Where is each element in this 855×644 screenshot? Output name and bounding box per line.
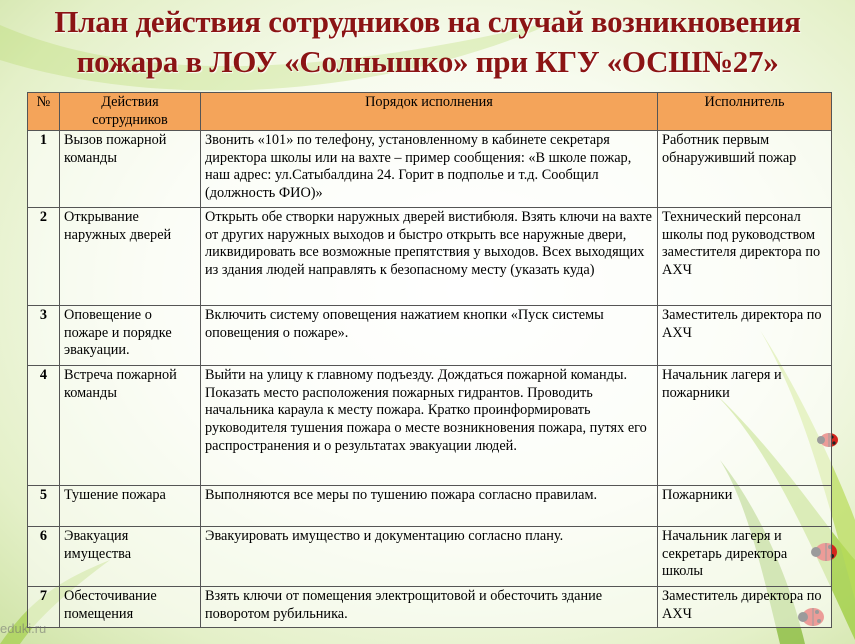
row-number: 6 [28, 527, 60, 587]
row-action: Эвакуация имущества [60, 527, 201, 587]
table-row [28, 486, 832, 527]
row-action: Тушение пожара [60, 486, 201, 527]
header-action: Действия сотрудников [60, 93, 201, 131]
row-executor: Заместитель директора по АХЧ [658, 587, 832, 628]
watermark: eduki.ru [0, 621, 47, 636]
table-header-row [28, 93, 832, 131]
row-number: 7 [28, 587, 60, 628]
row-executor: Начальник лагеря и пожарники [658, 366, 832, 486]
row-action: Встреча пожарной команды [60, 366, 201, 486]
title-line-2: пожара в ЛОУ «Солнышко» при КГУ «ОСШ№27» [76, 44, 779, 79]
row-executor: Работник первым обнаруживший пожар [658, 131, 832, 208]
row-procedure: Включить систему оповещения нажатием кнопки «Пуск системы оповещения о пожаре». [201, 306, 658, 366]
row-executor: Пожарники [658, 486, 832, 527]
row-number: 2 [28, 208, 60, 306]
row-procedure: Открыть обе створки наружных дверей вистибюля. Взять ключи на вахте от других наружных выходов и быстро открыть все наружные двери, ликвидировать все возможные препятствия у выходов. Всех выходящих из здания людей направлять к безопасному месту (указать куда) [201, 208, 658, 306]
row-procedure: Выйти на улицу к главному подъезду. Дождаться пожарной команды. Показать место расположения пожарных гидрантов. Проводить начальника караула к месту пожара. Кратко проинформировать руководителя тушения пожара о месте возникновения пожара, путях его распространения и о результатах эвакуации людей. [201, 366, 658, 486]
table-row [28, 208, 832, 306]
row-procedure: Звонить «101» по телефону, установленному в кабинете секретаря директора школы или на вахте – пример сообщения: «В школе пожар, наш адрес: ул.Сатыбалдина 24. Горит в подполье и т.д. Сообщил (должность ФИО)» [201, 131, 658, 208]
row-executor: Заместитель директора по АХЧ [658, 306, 832, 366]
row-number: 5 [28, 486, 60, 527]
table-row [28, 366, 832, 486]
page-title [10, 2, 845, 82]
header-number: № [28, 93, 60, 131]
fire-plan-table [27, 92, 832, 628]
row-number: 4 [28, 366, 60, 486]
table-row [28, 527, 832, 587]
row-number: 1 [28, 131, 60, 208]
table-row [28, 587, 832, 628]
row-number: 3 [28, 306, 60, 366]
header-procedure: Порядок исполнения [201, 93, 658, 131]
row-action: Вызов пожарной команды [60, 131, 201, 208]
row-action: Обесточивание помещения [60, 587, 201, 628]
row-procedure: Взять ключи от помещения электрощитовой и обесточить здание поворотом рубильника. [201, 587, 658, 628]
row-action: Открывание наружных дверей [60, 208, 201, 306]
row-executor: Технический персонал школы под руководством заместителя директора по АХЧ [658, 208, 832, 306]
row-executor: Начальник лагеря и секретарь директора школы [658, 527, 832, 587]
row-action: Оповещение о пожаре и порядке эвакуации. [60, 306, 201, 366]
table-row [28, 131, 832, 208]
row-procedure: Выполняются все меры по тушению пожара согласно правилам. [201, 486, 658, 527]
header-executor: Исполнитель [658, 93, 832, 131]
table-row [28, 306, 832, 366]
row-procedure: Эвакуировать имущество и документацию согласно плану. [201, 527, 658, 587]
title-line-1: План действия сотрудников на случай возникновения [54, 4, 801, 39]
